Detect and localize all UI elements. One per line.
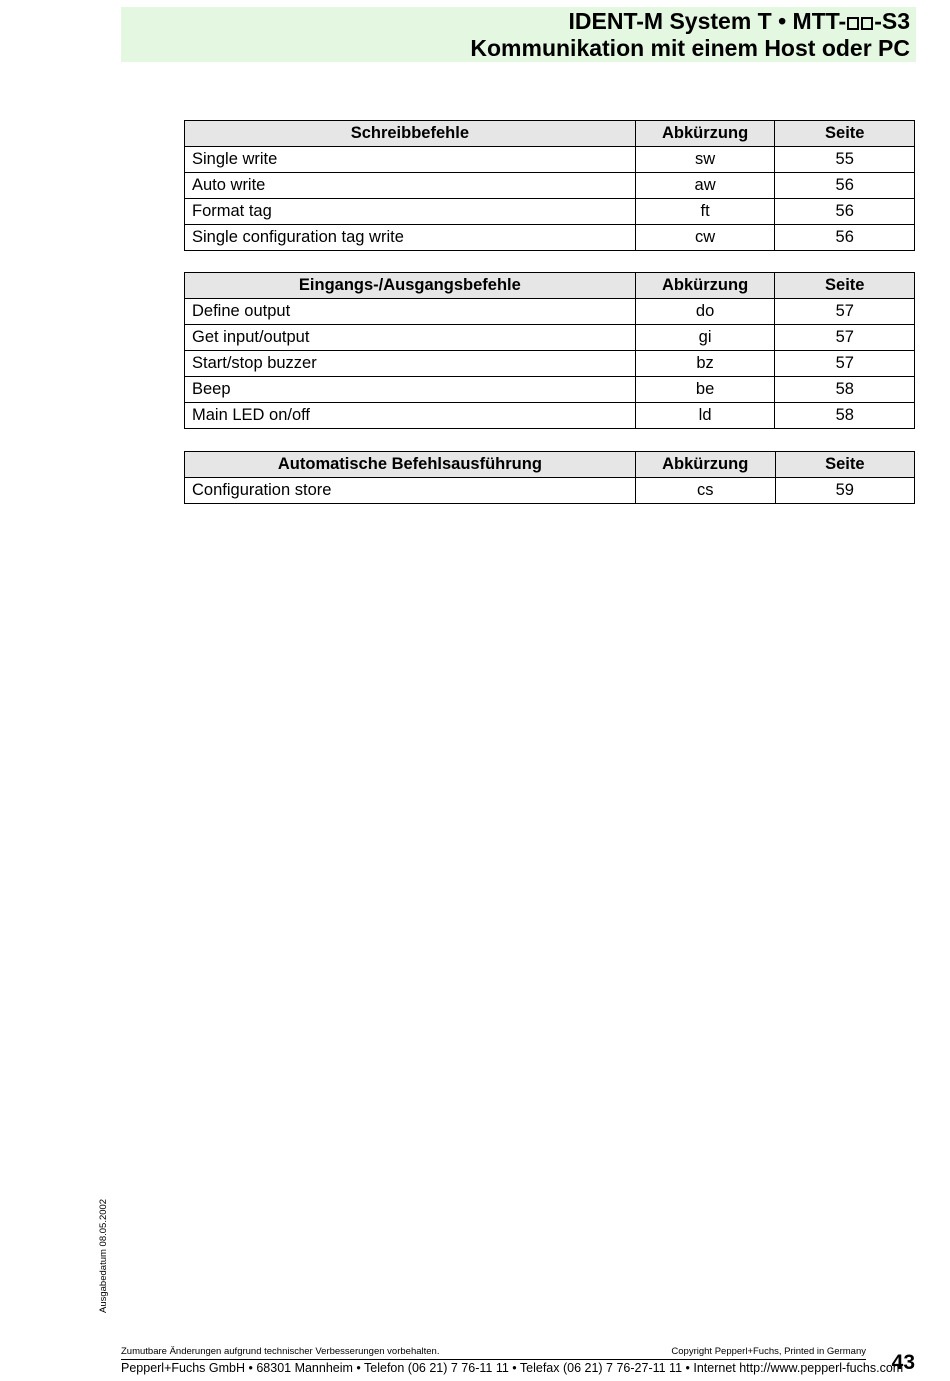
table-schreibbefehle	[184, 120, 915, 251]
command-page: 57	[775, 299, 915, 325]
command-page: 57	[775, 325, 915, 351]
command-page: 58	[775, 403, 915, 429]
table-row	[185, 147, 915, 173]
command-page: 56	[775, 173, 915, 199]
command-abbrev: bz	[635, 351, 775, 377]
table-header-row	[185, 121, 915, 147]
command-abbrev: do	[635, 299, 775, 325]
table-row	[185, 351, 915, 377]
column-header-page: Seite	[775, 121, 915, 147]
command-name: Configuration store	[185, 478, 636, 504]
footer-copyright: Copyright Pepperl+Fuchs, Printed in Germany	[671, 1346, 866, 1357]
table-row	[185, 225, 915, 251]
placeholder-box-icon	[861, 17, 873, 30]
header-title-line1	[121, 8, 910, 35]
command-abbrev: ft	[635, 199, 775, 225]
column-header-page: Seite	[775, 452, 914, 478]
command-page: 55	[775, 147, 915, 173]
command-page: 57	[775, 351, 915, 377]
command-name: Format tag	[185, 199, 636, 225]
command-page: 56	[775, 225, 915, 251]
table-header-row	[185, 452, 915, 478]
command-abbrev: cs	[635, 478, 775, 504]
footer-notice: Zumutbare Änderungen aufgrund technischer Verbesserungen vorbehalten.	[121, 1346, 440, 1357]
column-header-abbrev: Abkürzung	[635, 273, 775, 299]
command-page: 59	[775, 478, 914, 504]
page-header	[121, 7, 916, 62]
command-abbrev: cw	[635, 225, 775, 251]
command-name: Single configuration tag write	[185, 225, 636, 251]
column-header-abbrev: Abkürzung	[635, 452, 775, 478]
footer-contact: Pepperl+Fuchs GmbH • 68301 Mannheim • Telefon (06 21) 7 76-11 11 • Telefax (06 21) 7 76-27-11 11 • Internet http://www.pepperl-fuchs.com	[121, 1361, 904, 1375]
table-title: Schreibbefehle	[185, 121, 636, 147]
command-abbrev: sw	[635, 147, 775, 173]
command-page: 56	[775, 199, 915, 225]
command-name: Single write	[185, 147, 636, 173]
header-title-prefix: IDENT-M System T • MTT-	[568, 8, 847, 34]
table-row	[185, 478, 915, 504]
footer-divider	[121, 1359, 866, 1360]
command-abbrev: aw	[635, 173, 775, 199]
table-header-row	[185, 273, 915, 299]
table-row	[185, 299, 915, 325]
table-row	[185, 325, 915, 351]
header-title-suffix: -S3	[874, 8, 910, 34]
table-row	[185, 377, 915, 403]
command-name: Main LED on/off	[185, 403, 636, 429]
table-row	[185, 173, 915, 199]
page-number: 43	[891, 1351, 915, 1374]
table-row	[185, 199, 915, 225]
command-name: Define output	[185, 299, 636, 325]
placeholder-box-icon	[847, 17, 859, 30]
command-name: Auto write	[185, 173, 636, 199]
table-row	[185, 403, 915, 429]
command-name: Beep	[185, 377, 636, 403]
command-abbrev: ld	[635, 403, 775, 429]
command-abbrev: gi	[635, 325, 775, 351]
table-eingangs-ausgangsbefehle	[184, 272, 915, 429]
command-abbrev: be	[635, 377, 775, 403]
table-title: Automatische Befehlsausführung	[185, 452, 636, 478]
table-automatische-befehlsausfuehrung	[184, 451, 915, 504]
table-title: Eingangs-/Ausgangsbefehle	[185, 273, 636, 299]
column-header-page: Seite	[775, 273, 915, 299]
issue-date: Ausgabedatum 08.05.2002	[98, 1198, 109, 1313]
column-header-abbrev: Abkürzung	[635, 121, 775, 147]
command-page: 58	[775, 377, 915, 403]
command-name: Start/stop buzzer	[185, 351, 636, 377]
header-title-line2: Kommunikation mit einem Host oder PC	[470, 35, 910, 61]
command-name: Get input/output	[185, 325, 636, 351]
